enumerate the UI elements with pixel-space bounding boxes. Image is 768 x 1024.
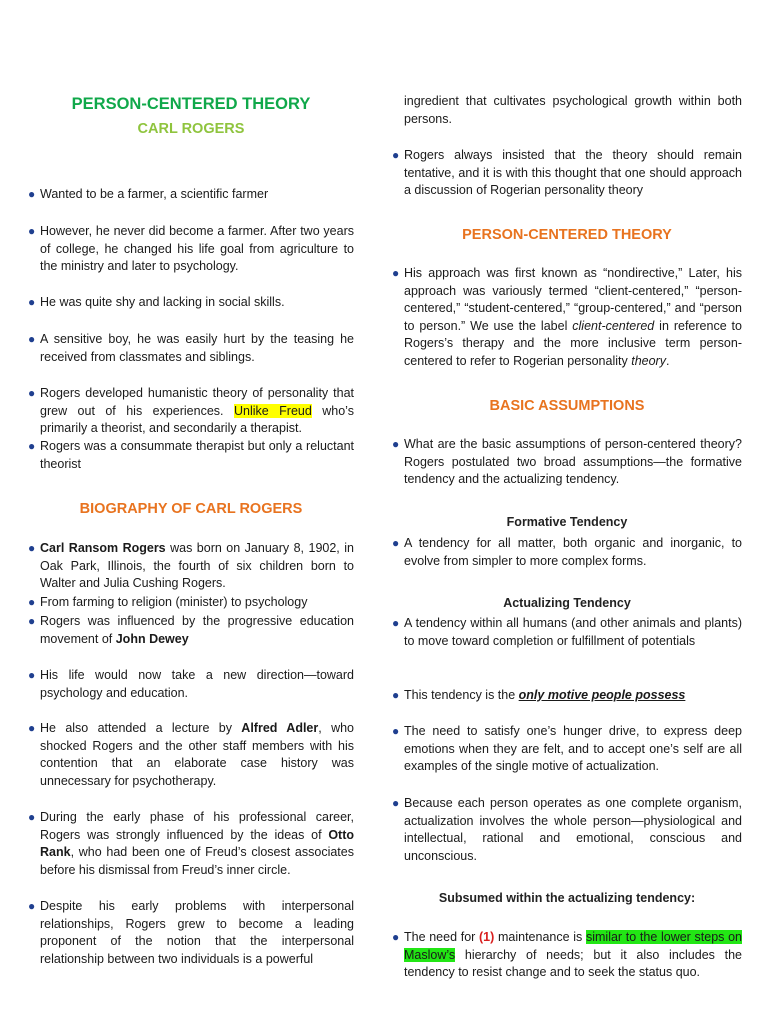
bullet-new-direction: ● His life would now take a new direction—toward psychology and education. xyxy=(28,668,354,700)
bullet-icon: ● xyxy=(28,224,36,238)
bullet-needs: ● The need to satisfy one’s hunger drive, to express deep emotions when they are felt, and to accept one’s self are all examples of the single motive of actualization. xyxy=(392,724,742,773)
formative-tendency-heading: Formative Tendency xyxy=(506,515,628,529)
bullet-icon: ● xyxy=(28,614,36,628)
bullet-career-change: ● However, he never did become a farmer. After two years of college, he changed his life goal from agriculture to the ministry and later to psychology. xyxy=(28,224,354,273)
bullet-icon: ● xyxy=(28,595,36,609)
bullet-icon: ● xyxy=(28,439,36,453)
actualizing-tendency-heading: Actualizing Tendency xyxy=(503,596,631,610)
bullet-icon: ● xyxy=(392,536,400,550)
bullet-icon: ● xyxy=(392,148,400,162)
bullet-farming-religion: ● From farming to religion (minister) to psychology xyxy=(28,594,354,612)
bullet-organism: ● Because each person operates as one complete organism, actualization involves the whole person—physiological and intellectual, rational and emotional, conscious and unconscious. xyxy=(392,796,742,863)
bullet-therapist: ● Rogers was a consummate therapist but only a reluctant theorist xyxy=(28,439,354,471)
bullet-icon: ● xyxy=(392,724,400,738)
bullet-icon: ● xyxy=(392,688,400,702)
bullet-icon: ● xyxy=(392,796,400,810)
bullet-icon: ● xyxy=(28,187,36,201)
bullet-icon: ● xyxy=(28,899,36,913)
bullet-icon: ● xyxy=(392,930,400,944)
basic-assumptions-heading: BASIC ASSUMPTIONS xyxy=(489,398,645,414)
bullet-dewey: ● Rogers was influenced by the progressive education movement of John Dewey xyxy=(28,614,354,646)
subsumed-heading: Subsumed within the actualizing tendency: xyxy=(438,891,696,905)
bullet-tentative: ● Rogers always insisted that the theory should remain tentative, and it is with this thought that one should approach a discussion of Rogerian personality theory xyxy=(392,148,742,197)
continued-text: ingredient that cultivates psychological growth within both persons. xyxy=(404,94,742,126)
bullet-icon: ● xyxy=(28,668,36,682)
bullet-sensitive: ● A sensitive boy, he was easily hurt by the teasing he received from classmates and siblings. xyxy=(28,332,354,364)
bullet-icon: ● xyxy=(392,266,400,280)
bullet-icon: ● xyxy=(28,386,36,400)
bullet-formative: ● A tendency for all matter, both organic and inorganic, to evolve from simpler to more complex forms. xyxy=(392,536,742,568)
bullet-interpersonal: ● Despite his early problems with interpersonal relationships, Rogers grew to become a leading proponent of the notion that the interpersonal relationship between two individuals is a powerful xyxy=(28,899,354,966)
highlight-unlike-freud: Unlike Freud xyxy=(233,403,312,418)
bullet-approach: ● His approach was first known as “nondirective,” Later, his approach was variously termed “client-centered,” “person-centered,” “student-centered,” “group-centered,” and “person to person.” We use the label client-centered in reference to Rogers’s therapy and the more inclusive term person-centered to refer to Rogerian personality theory. xyxy=(392,266,742,368)
bullet-icon: ● xyxy=(392,616,400,630)
page-subtitle: CARL ROGERS xyxy=(137,121,245,137)
person-centered-heading: PERSON-CENTERED THEORY xyxy=(462,227,672,243)
bullet-adler: ● He also attended a lecture by Alfred Adler, who shocked Rogers and the other staff members with his contention that an elaborate case history was unnecessary for psychotherapy. xyxy=(28,721,354,788)
page-title: PERSON-CENTERED THEORY xyxy=(71,95,311,113)
bullet-icon: ● xyxy=(28,721,36,735)
biography-heading: BIOGRAPHY OF CARL ROGERS xyxy=(79,501,303,517)
bullet-icon: ● xyxy=(28,541,36,555)
bullet-only-motive: ● This tendency is the only motive people possess xyxy=(392,687,742,705)
bullet-actualizing: ● A tendency within all humans (and other animals and plants) to move toward completion or fulfillment of potentials xyxy=(392,616,742,648)
bullet-farmer: ● Wanted to be a farmer, a scientific farmer xyxy=(28,186,354,204)
bullet-birth: ● Carl Ransom Rogers was born on January 8, 1902, in Oak Park, Illinois, the fourth of six children born to Walter and Julia Cushing Rogers. xyxy=(28,541,354,590)
bullet-rank: ● During the early phase of his professional career, Rogers was strongly influenced by the ideas of Otto Rank, who had been one of Freud’s closest associates before his dismissal from Freud’s inner circle. xyxy=(28,810,354,877)
bullet-icon: ● xyxy=(28,295,36,309)
highlight-maslow: similar to the lower steps on Maslow’s xyxy=(404,930,742,962)
bullet-icon: ● xyxy=(392,437,400,451)
bullet-maintenance: ● The need for (1) maintenance is similar to the lower steps on Maslow’s hierarchy of needs; but it also includes the tendency to resist change and to seek the status quo. xyxy=(392,930,742,979)
bullet-icon: ● xyxy=(28,810,36,824)
bullet-icon: ● xyxy=(28,332,36,346)
bullet-assumptions: ● What are the basic assumptions of person-centered theory? Rogers postulated two broad assumptions—the formative tendency and the actualizing tendency. xyxy=(392,437,742,486)
bullet-shy: ● He was quite shy and lacking in social skills. xyxy=(28,294,354,312)
bullet-humanistic: ● Rogers developed humanistic theory of personality that grew out of his experiences. Unlike Freud who’s primarily a theorist, and secondarily a therapist. xyxy=(28,386,354,435)
